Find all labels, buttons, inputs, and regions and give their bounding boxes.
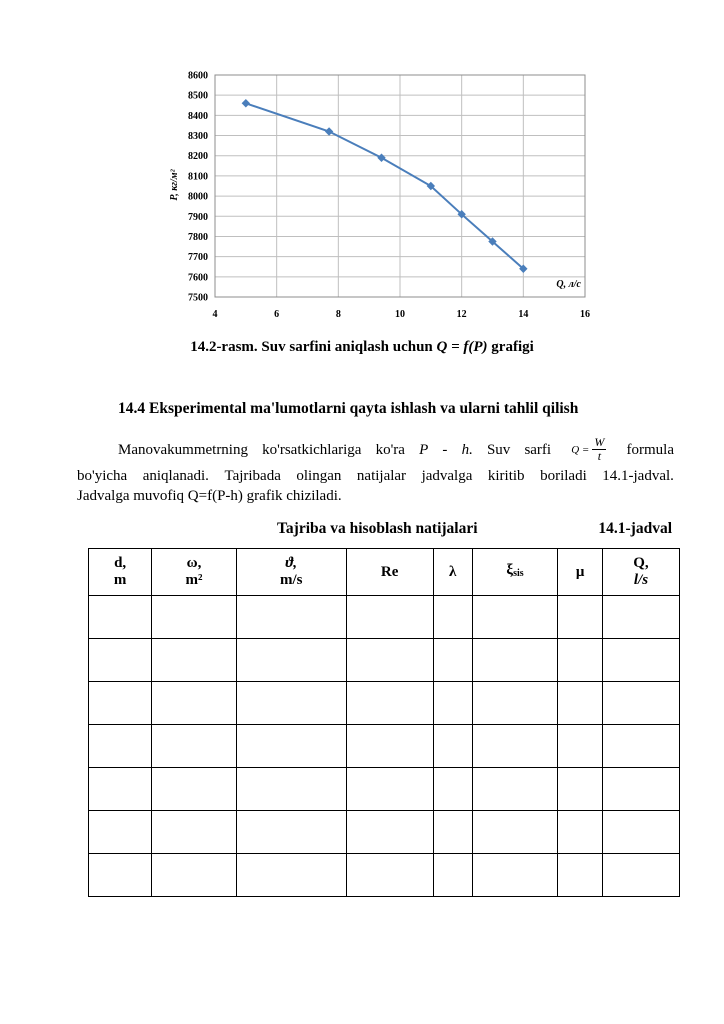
table-cell[interactable] [472, 596, 558, 639]
word: Suv [486, 441, 511, 458]
word: - [442, 441, 448, 458]
table-row [89, 639, 680, 682]
table-cell[interactable] [602, 682, 679, 725]
x-tick-label: 16 [580, 309, 590, 320]
table-row [89, 725, 680, 768]
table-cell[interactable] [236, 768, 346, 811]
y-tick-label: 7800 [188, 231, 208, 243]
header-row [89, 549, 680, 596]
table-row [89, 682, 680, 725]
y-tick-label: 8500 [188, 90, 208, 102]
data-point [377, 154, 385, 162]
table-cell[interactable] [433, 596, 472, 639]
table-cell[interactable] [602, 768, 679, 811]
y-tick-label: 8200 [188, 151, 208, 163]
x-tick-label: 8 [335, 309, 341, 320]
header-cell-d: d, m [89, 549, 152, 596]
table-cell[interactable] [433, 768, 472, 811]
table-cell[interactable] [602, 639, 679, 682]
data-point [242, 99, 250, 107]
y-tick-label: 7700 [188, 252, 208, 264]
header-cell-re: Re [346, 549, 433, 596]
formula-denominator: t [597, 449, 602, 463]
word: bo'yicha [77, 468, 128, 484]
table-cell[interactable] [346, 811, 433, 854]
word: Manovakummetrning [118, 441, 248, 458]
formula-numerator: W [594, 435, 605, 449]
series-line [246, 103, 524, 268]
table-cell[interactable] [236, 811, 346, 854]
table-cell[interactable] [89, 768, 152, 811]
header-cell-xi: $\xi_{sis}$ [472, 549, 558, 596]
caption-suffix: grafigi [487, 339, 534, 355]
table-cell[interactable] [346, 854, 433, 897]
table-cell[interactable] [558, 725, 603, 768]
table-cell[interactable] [472, 811, 558, 854]
table-cell[interactable] [558, 854, 603, 897]
pressure-flow-chart [150, 60, 595, 322]
table-cell[interactable] [236, 854, 346, 897]
word: jadvalga [421, 468, 473, 484]
y-axis-label: P, кг/м² [169, 169, 180, 201]
table-cell[interactable] [472, 725, 558, 768]
table-cell[interactable] [346, 725, 433, 768]
word: P [419, 441, 429, 458]
x-tick-label: 6 [274, 309, 280, 320]
y-tick-label: 8300 [188, 131, 208, 143]
table-cell[interactable] [602, 811, 679, 854]
table-row [89, 854, 680, 897]
table-cell[interactable] [602, 854, 679, 897]
table-cell[interactable] [89, 682, 152, 725]
word: ko'rsatkichlariga [262, 441, 362, 458]
y-tick-label: 7500 [188, 292, 208, 304]
table-cell[interactable] [236, 725, 346, 768]
table-body [89, 596, 680, 897]
table-cell[interactable] [152, 811, 236, 854]
word: aniqlanadi. [142, 468, 209, 484]
table-cell[interactable] [433, 682, 472, 725]
table-cell[interactable] [472, 682, 558, 725]
table-cell[interactable] [89, 639, 152, 682]
section-heading: 14.4 Eksperimental ma'lumotlarni qayta ishlash va ularni tahlil qilish [118, 400, 579, 417]
table-number: 14.1-jadval [598, 520, 672, 537]
header-cell-velocity: ϑ, m/s [236, 549, 346, 596]
results-table [88, 548, 680, 897]
word: ko'ra [375, 441, 405, 458]
figure-caption [0, 339, 724, 356]
paragraph-line-3: Jadvalga muvofiq Q=f(P-h) grafik chiziladi. [77, 488, 342, 504]
word: sarfi [524, 441, 552, 458]
table-row [89, 768, 680, 811]
table-cell[interactable] [89, 811, 152, 854]
header-cell-lambda: λ [433, 549, 472, 596]
table-cell[interactable] [433, 639, 472, 682]
table-cell[interactable] [152, 639, 236, 682]
table-cell[interactable] [602, 725, 679, 768]
word: boriladi [540, 468, 587, 484]
table-cell[interactable] [558, 596, 603, 639]
y-tick-label: 8000 [188, 191, 208, 203]
x-tick-label: 12 [456, 309, 467, 320]
header-cell-q: Q, l/s [602, 549, 679, 596]
table-cell[interactable] [89, 854, 152, 897]
y-tick-label: 7900 [188, 211, 208, 223]
x-tick-label: 14 [518, 309, 529, 320]
table-cell[interactable] [236, 639, 346, 682]
table-cell[interactable] [346, 682, 433, 725]
paragraph-line-1 [118, 436, 674, 463]
y-tick-label: 8400 [188, 110, 208, 122]
table-cell[interactable] [602, 596, 679, 639]
series-points [242, 99, 528, 273]
word: h. [461, 441, 473, 458]
table-cell[interactable] [89, 596, 152, 639]
table-cell[interactable] [433, 854, 472, 897]
table-cell[interactable] [152, 596, 236, 639]
word: kiritib [487, 468, 525, 484]
word: 14.1-jadval. [602, 468, 674, 484]
table-cell[interactable] [236, 596, 346, 639]
header-cell-mu: μ [558, 549, 603, 596]
table-cell[interactable] [433, 725, 472, 768]
x-axis-ticks [213, 309, 591, 320]
y-tick-label: 8600 [188, 70, 208, 82]
table-cell[interactable] [433, 811, 472, 854]
table-cell[interactable] [152, 854, 236, 897]
chart-grid [215, 75, 585, 297]
table-cell[interactable] [89, 725, 152, 768]
table-cell[interactable] [346, 639, 433, 682]
caption-formula: Q = f(P) [436, 339, 488, 355]
paragraph-line-2 [77, 466, 674, 506]
table-cell[interactable] [558, 768, 603, 811]
table-cell[interactable] [558, 811, 603, 854]
table-row [89, 811, 680, 854]
flow-formula [571, 436, 606, 463]
word: natijalar [356, 468, 407, 484]
header-cell-omega: ω, m² [152, 549, 236, 596]
table-cell[interactable] [558, 682, 603, 725]
word: formula [626, 441, 674, 458]
y-tick-label: 8100 [188, 171, 208, 183]
table-title: Tajriba va hisoblash natijalari [277, 520, 478, 537]
y-tick-label: 7600 [188, 272, 208, 284]
table-cell[interactable] [472, 854, 558, 897]
table-cell[interactable] [236, 682, 346, 725]
table-cell[interactable] [152, 725, 236, 768]
table-cell[interactable] [472, 768, 558, 811]
data-point [325, 127, 333, 135]
word: olingan [296, 468, 342, 484]
table-row [89, 596, 680, 639]
table-cell[interactable] [152, 682, 236, 725]
table-cell[interactable] [346, 596, 433, 639]
caption-prefix: 14.2-rasm. Suv sarfini aniqlash uchun [190, 339, 437, 355]
y-axis-ticks [188, 71, 208, 304]
formula-lhs: Q = [571, 443, 590, 456]
x-tick-label: 10 [395, 309, 405, 320]
table-cell[interactable] [558, 639, 603, 682]
table-cell[interactable] [152, 768, 236, 811]
table-cell[interactable] [346, 768, 433, 811]
x-tick-label: 4 [212, 309, 218, 320]
word: Tajribada [224, 468, 281, 484]
x-axis-label: Q, л/с [556, 279, 581, 290]
table-cell[interactable] [472, 639, 558, 682]
